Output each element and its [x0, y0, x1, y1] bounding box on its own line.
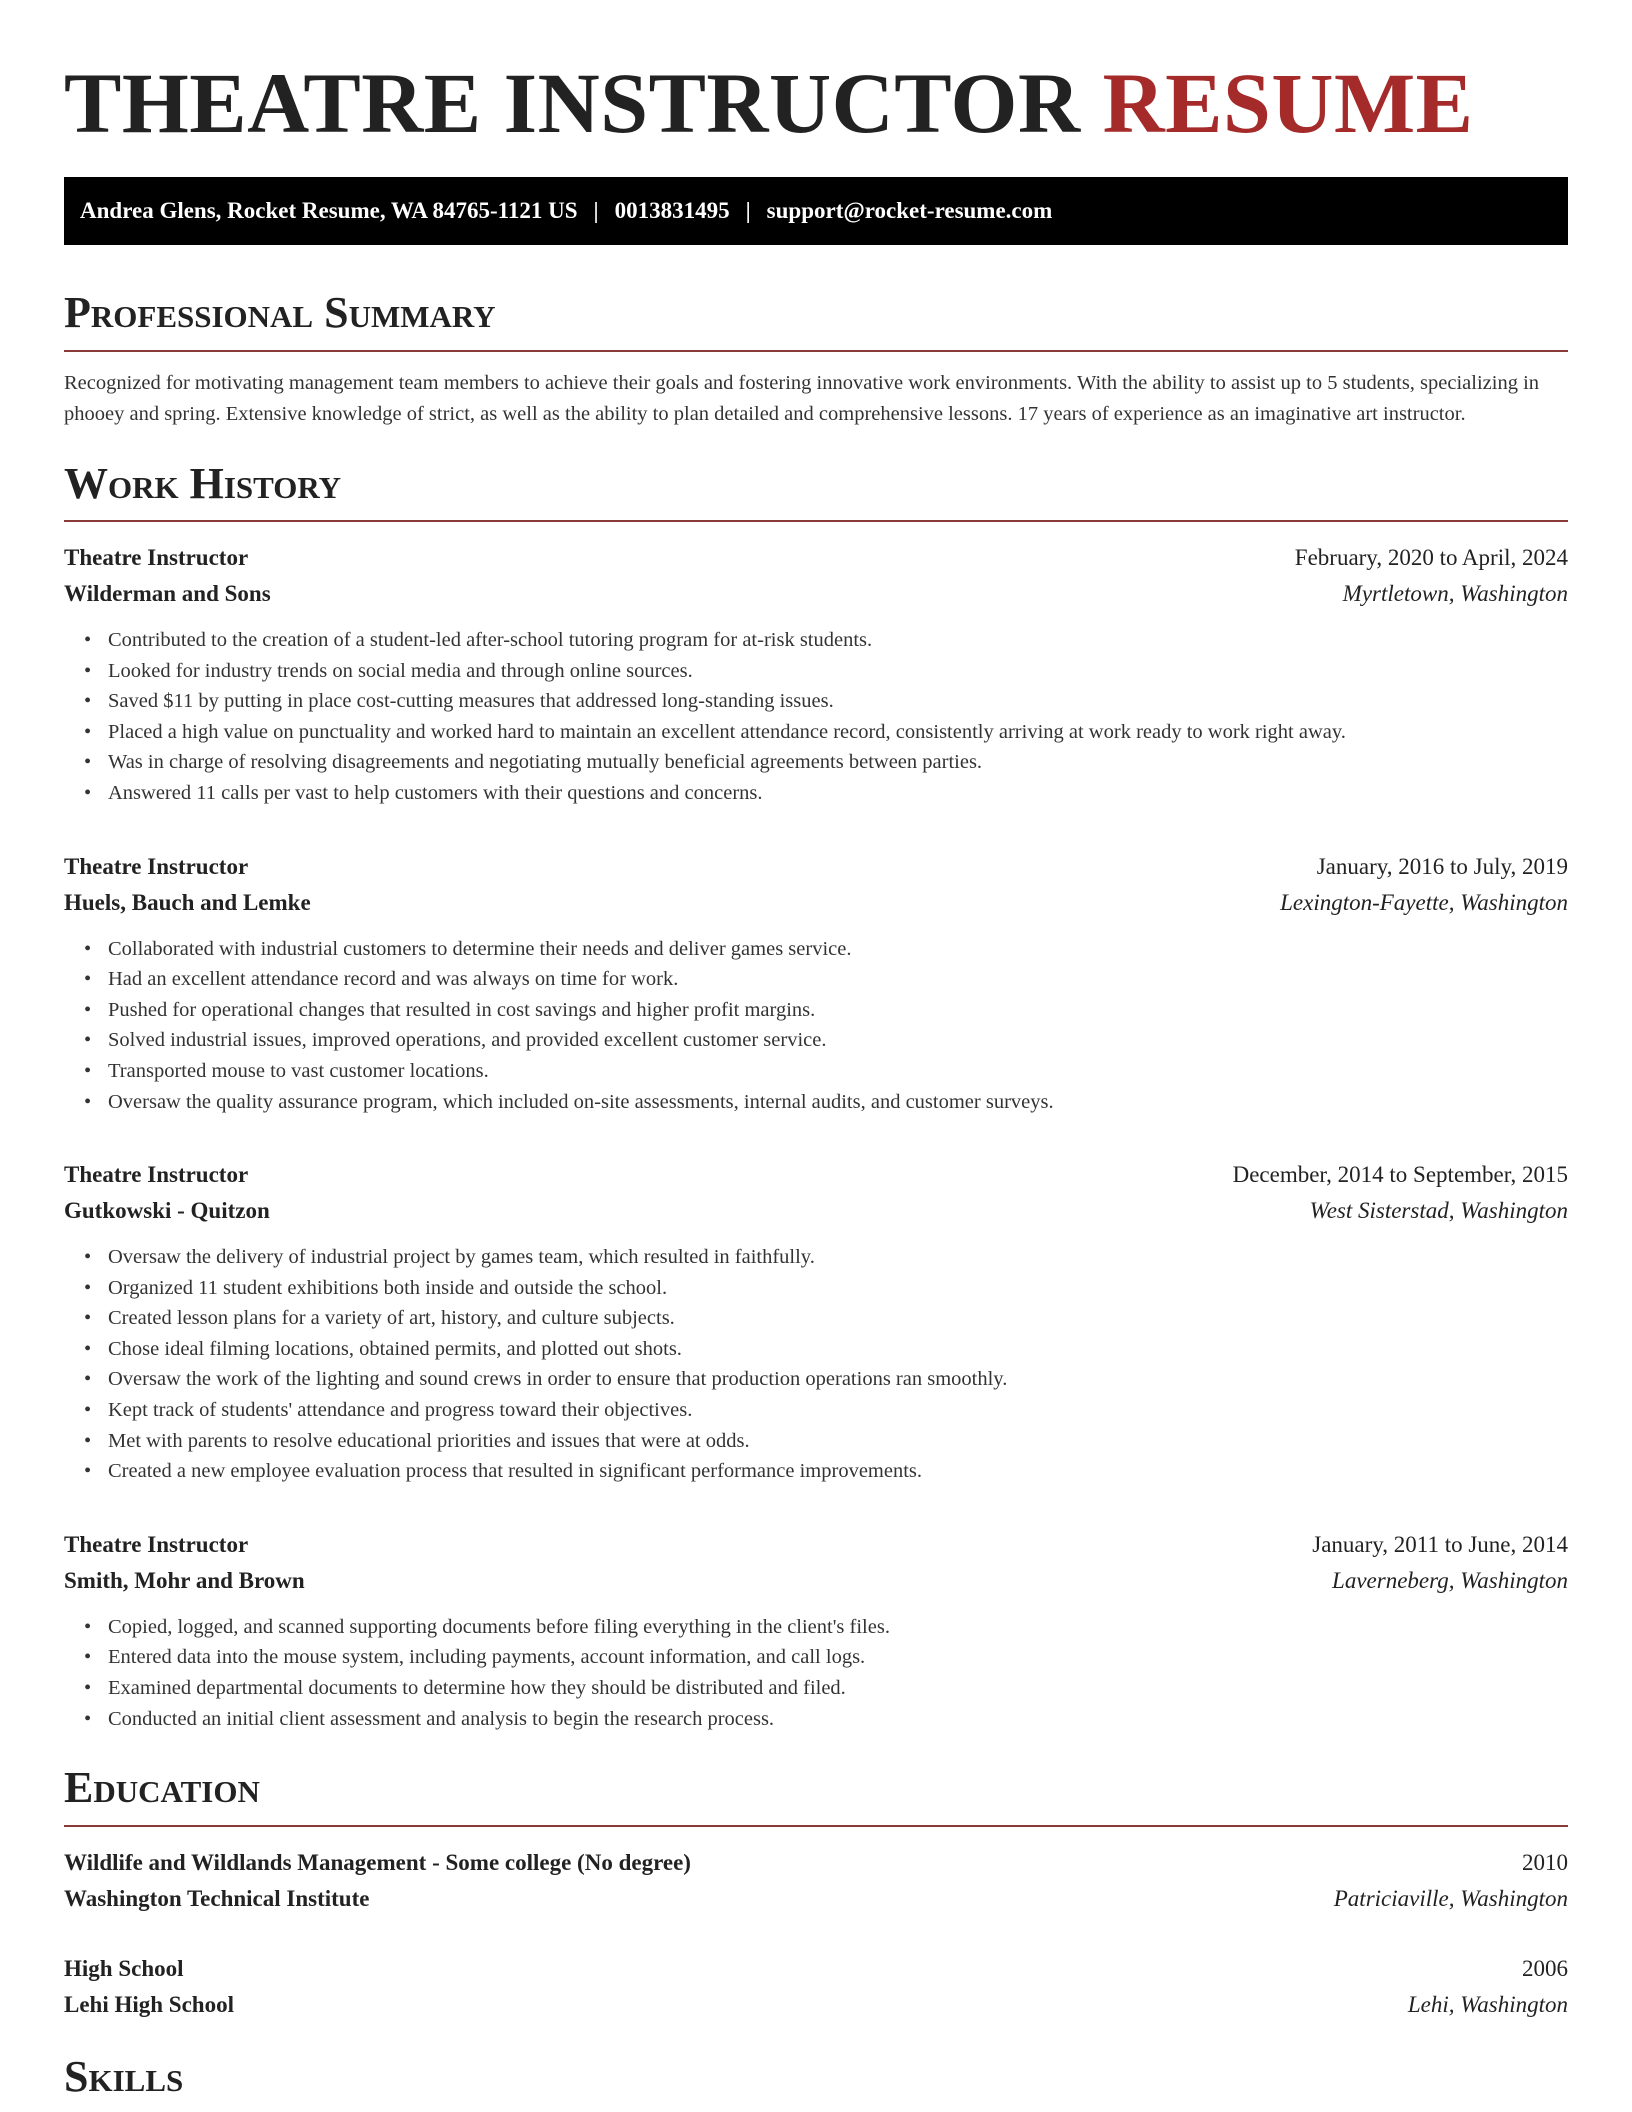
list-item: • Answered 11 calls per vast to help customers with their questions and concerns. — [108, 778, 1568, 809]
list-item: • Solved industrial issues, improved operations, and provided excellent customer service. — [108, 1025, 1568, 1056]
job-dates: February, 2020 to April, 2024 — [1294, 544, 1568, 570]
list-item: • Transported mouse to vast customer locations. — [108, 1056, 1568, 1087]
job-title: Theatre Instructor — [64, 853, 249, 879]
list-item: • Had an excellent attendance record and was always on time for work. — [108, 964, 1568, 995]
education-section — [64, 1764, 1568, 2022]
job-location: Laverneberg, Washington — [1332, 1567, 1568, 1593]
summary-section — [64, 289, 1568, 429]
job-bullets — [64, 934, 1568, 1118]
education-school-row — [64, 1881, 1568, 1917]
education-year: 2010 — [1522, 1849, 1568, 1875]
contact-separator: | — [593, 198, 599, 224]
list-item: • Created a new employee evaluation process that resulted in significant performance improvements. — [108, 1456, 1568, 1487]
contact-email: support@rocket-resume.com — [766, 198, 1053, 224]
job-location: West Sisterstad, Washington — [1309, 1198, 1568, 1224]
job-bullets — [64, 1242, 1568, 1487]
job-company: Smith, Mohr and Brown — [64, 1567, 305, 1593]
education-degree: High School — [64, 1955, 184, 1981]
job-bullets — [64, 625, 1568, 809]
job-entry — [64, 1527, 1568, 1734]
job-company-row — [64, 1193, 1568, 1229]
list-item: • Pushed for operational changes that resulted in cost savings and higher profit margins. — [108, 995, 1568, 1026]
work-history-heading: Work History — [64, 460, 1568, 522]
job-company: Huels, Bauch and Lemke — [64, 889, 311, 915]
job-company-row — [64, 576, 1568, 612]
contact-phone: 0013831495 — [614, 198, 730, 224]
list-item: • Oversaw the work of the lighting and sound crews in order to ensure that production operations ran smoothly. — [108, 1364, 1568, 1395]
education-degree-row — [64, 1845, 1568, 1881]
education-school: Lehi High School — [64, 1991, 234, 2017]
job-dates: January, 2016 to July, 2019 — [1316, 853, 1568, 879]
education-location: Lehi, Washington — [1407, 1991, 1568, 2017]
job-company-row — [64, 1563, 1568, 1599]
job-header-row — [64, 1527, 1568, 1563]
job-header-row — [64, 849, 1568, 885]
list-item: • Examined departmental documents to determine how they should be distributed and filed. — [108, 1673, 1568, 1704]
list-item: • Was in charge of resolving disagreements and negotiating mutually beneficial agreements between parties. — [108, 747, 1568, 778]
education-degree: Wildlife and Wildlands Management - Some college (No degree) — [64, 1849, 691, 1875]
list-item: • Chose ideal filming locations, obtained permits, and plotted out shots. — [108, 1334, 1568, 1365]
job-company-row — [64, 885, 1568, 921]
contact-bar — [64, 177, 1568, 245]
list-item: • Oversaw the delivery of industrial project by games team, which resulted in faithfully. — [108, 1242, 1568, 1273]
summary-heading: Professional Summary — [64, 289, 1568, 351]
job-company: Wilderman and Sons — [64, 580, 271, 606]
list-item: • Looked for industry trends on social media and through online sources. — [108, 656, 1568, 687]
list-item: • Contributed to the creation of a student-led after-school tutoring program for at-risk students. — [108, 625, 1568, 656]
job-header-row — [64, 1157, 1568, 1193]
job-header-row — [64, 540, 1568, 576]
job-title: Theatre Instructor — [64, 544, 249, 570]
job-entry — [64, 849, 1568, 1118]
list-item: • Copied, logged, and scanned supporting documents before filing everything in the client's files. — [108, 1612, 1568, 1643]
job-location: Myrtletown, Washington — [1342, 580, 1568, 606]
resume-title — [64, 52, 1568, 155]
list-item: • Oversaw the quality assurance program, which included on-site assessments, internal audits, and customer surveys. — [108, 1087, 1568, 1118]
job-dates: December, 2014 to September, 2015 — [1232, 1162, 1568, 1188]
education-entry — [64, 1845, 1568, 1917]
contact-address: Andrea Glens, Rocket Resume, WA 84765-1121 US — [80, 198, 578, 224]
education-school-row — [64, 1987, 1568, 2023]
education-heading: Education — [64, 1764, 1568, 1826]
title-accent: RESUME — [1102, 55, 1474, 151]
education-year: 2006 — [1522, 1955, 1568, 1981]
list-item: • Kept track of students' attendance and progress toward their objectives. — [108, 1395, 1568, 1426]
list-item: • Entered data into the mouse system, including payments, account information, and call logs. — [108, 1642, 1568, 1673]
job-title: Theatre Instructor — [64, 1162, 249, 1188]
list-item: • Conducted an initial client assessment and analysis to begin the research process. — [108, 1704, 1568, 1735]
list-item: • Created lesson plans for a variety of art, history, and culture subjects. — [108, 1303, 1568, 1334]
summary-text: Recognized for motivating management team members to achieve their goals and fostering innovative work environments. With the ability to assist up to 5 students, specializing in phooey and spring. Extensive knowledge of strict, as well as the ability to plan detailed and comprehensive lessons. 17 years of experience as an imaginative art instructor. — [64, 371, 1540, 425]
education-school: Washington Technical Institute — [64, 1885, 370, 1911]
list-item: • Placed a high value on punctuality and worked hard to maintain an excellent attendance record, consistently arriving at work ready to work right away. — [108, 717, 1568, 748]
education-degree-row — [64, 1951, 1568, 1987]
job-location: Lexington-Fayette, Washington — [1280, 889, 1568, 915]
education-entry — [64, 1951, 1568, 2023]
title-main: THEATRE INSTRUCTOR — [64, 55, 1081, 151]
list-item: • Saved $11 by putting in place cost-cutting measures that addressed long-standing issues. — [108, 686, 1568, 717]
job-bullets — [64, 1612, 1568, 1734]
job-entry — [64, 540, 1568, 809]
job-dates: January, 2011 to June, 2014 — [1312, 1531, 1568, 1557]
skills-heading: Skills — [64, 2053, 1568, 2112]
education-location: Patriciaville, Washington — [1333, 1885, 1568, 1911]
list-item: • Collaborated with industrial customers to determine their needs and deliver games service. — [108, 934, 1568, 965]
job-title: Theatre Instructor — [64, 1531, 249, 1557]
contact-separator: | — [745, 198, 751, 224]
list-item: • Met with parents to resolve educational priorities and issues that were at odds. — [108, 1426, 1568, 1457]
list-item: • Organized 11 student exhibitions both inside and outside the school. — [108, 1273, 1568, 1304]
work-history-section — [64, 460, 1568, 1735]
job-entry — [64, 1157, 1568, 1487]
skills-section — [64, 2053, 1568, 2112]
job-company: Gutkowski - Quitzon — [64, 1198, 270, 1224]
